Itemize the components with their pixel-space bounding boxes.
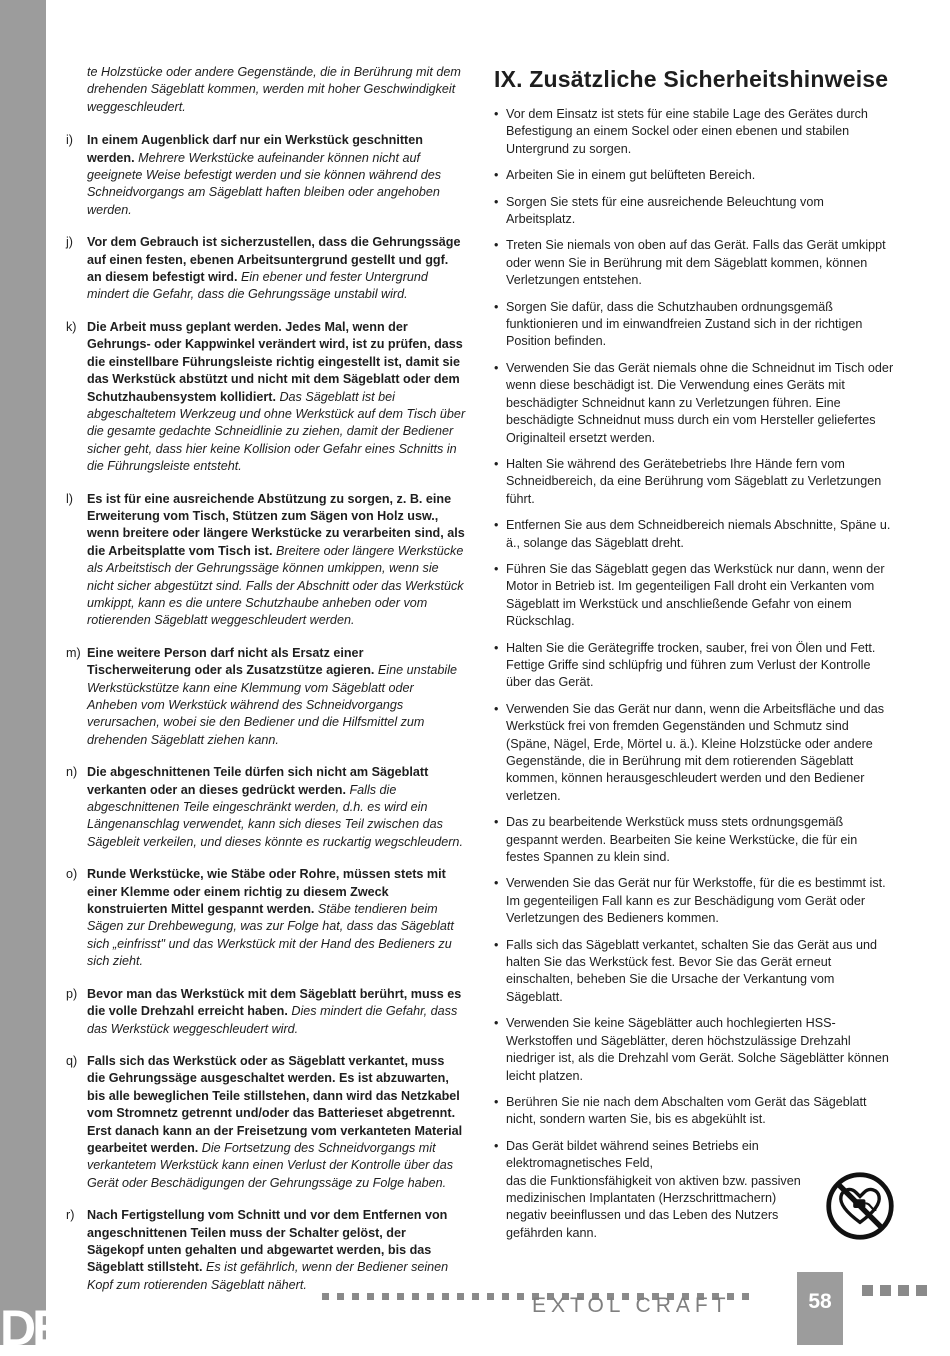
- footer-squares-right: [862, 1283, 934, 1301]
- right-column: [494, 64, 894, 1251]
- bullet-item: • Sorgen Sie stets für eine ausreichende Beleuchtung vom Arbeitsplatz.: [494, 194, 894, 229]
- page-number: 58: [808, 1290, 832, 1313]
- safety-item: [66, 764, 466, 851]
- no-pacemaker-icon: [826, 1172, 894, 1240]
- item-italic-text: Die Fortsetzung des Schneidvorgangs mit verkantetem Werkstück kann einen Verlust der Kontrolle über das Gerät oder Beschädigungen der Gehrungssäge zu Folge haben.: [87, 1140, 454, 1190]
- item-italic-text: Breitere oder längere Werkstücke als Arbeitstisch der Gehrungssäge können umkippen, wenn sie nicht sicher abgestützt sind. Falls der Abschnitt oder das Werkstück umkippt, kann es die untere Schutzhaube anheben oder vom rotierenden Sägeblatt weggeschleudert werden.: [87, 543, 464, 628]
- item-label: n): [66, 765, 78, 780]
- brand-logo: EXTOL CRAFT: [532, 1294, 731, 1317]
- item-label: m): [66, 645, 81, 660]
- language-label: DE: [0, 1300, 62, 1356]
- item-label: l): [66, 491, 73, 506]
- safety-item: [66, 1207, 466, 1294]
- emf-bullet-rest: das die Funktionsfähigkeit von aktiven bzw. passiven medizinischen Implantaten (Herzschrittmachern) negativ beeinflussen und das Leben des Nutzers gefährden kann.: [506, 1173, 801, 1240]
- bullet-item: • Entfernen Sie aus dem Schneidbereich niemals Abschnitte, Späne u. ä., solange das Sägeblatt dreht.: [494, 517, 894, 552]
- item-italic-text: Falls die abgeschnittenen Teile eingeschränkt werden, d.h. es wird ein Längenanschlag verwendet, kann sich dieses Teil zwischen das Sägebleit verkeilen, und dieses könnte es ruckartig wegschleudern.: [87, 782, 463, 849]
- item-label: i): [66, 133, 73, 148]
- item-italic-text: Ein ebener und fester Untergrund mindert die Gefahr, dass die Gehrungssäge unstabil wird.: [87, 270, 428, 302]
- item-bold-text: Bevor man das Werkstück mit dem Sägeblatt berührt, muss es die volle Drehzahl erreicht haben.: [87, 986, 462, 1019]
- bullet-item: • Verwenden Sie das Gerät nur dann, wenn die Arbeitsfläche und das Werkstück frei von fremden Gegenständen und Schmutz sind (Späne, Nägel, Erde, Mörtel u. ä.). Kleine Holzstücke oder andere Gegenstände, die in Berührung mit dem rotierenden Sägeblatt kommen, können herausgeschleudert werden und den Bediener verletzen.: [494, 701, 894, 805]
- item-label: q): [66, 1053, 78, 1068]
- item-italic-text: Stäbe tendieren beim Sägen zur Drehbewegung, was zur Folge hat, dass das Sägeblatt sich „einfrisst" und das Werkstück mit der Hand des Bedieners zu sich zieht.: [87, 902, 454, 969]
- page-number-box: [797, 1272, 843, 1345]
- item-bold-text: Runde Werkstücke, wie Stäbe oder Rohre, müssen stets mit einer Klemme oder einem richtig zu diesem Zweck konstruierten Mittel gespannt werden.: [87, 867, 446, 917]
- item-bold-text: In einem Augenblick darf nur ein Werkstück geschnitten werden.: [87, 133, 423, 165]
- item-label: p): [66, 986, 78, 1001]
- safety-item: [66, 132, 466, 219]
- item-bold-text: Nach Fertigstellung vom Schnitt und vor dem Entfernen von angeschnittenen Teilen muss der Schalter gelöst, der Sägekopf unten gehalten und abgewartet werden, bis das Sägeblatt stillsteht.: [87, 1208, 448, 1275]
- emf-bullet-first: Das Gerät bildet während seines Betriebs ein elektromagnetisches Feld,: [506, 1138, 759, 1171]
- bullet-item: • Berühren Sie nie nach dem Abschalten vom Gerät das Sägeblatt nicht, sondern warten Sie, bis es abgekühlt ist.: [494, 1094, 894, 1129]
- bullet-item: • Halten Sie während des Gerätebetriebs Ihre Hände fern vom Schneidbereich, da eine Berührung vom Sägeblatt zu Verletzungen führt.: [494, 456, 894, 508]
- item-italic-text: Mehrere Werkstücke aufeinander können nicht auf geeignete Weise befestigt werden und sie können während des Schneidvorgangs am Sägeblatt haften bleiben oder angehoben werden.: [87, 150, 442, 217]
- bullet-item: • Arbeiten Sie in einem gut belüfteten Bereich.: [494, 167, 894, 184]
- item-italic-text: Das Sägeblatt ist bei abgeschaltetem Werkzeug und ohne Werkstück auf dem Tisch über die gesamte gedachte Schneidlinie zu ziehen, damit der Bediener sicher geht, dass hier keine Kollision oder Gefahr eines Schnitts in die Führungsleiste entsteht.: [87, 389, 466, 474]
- item-bold-text: Die Arbeit muss geplant werden. Jedes Mal, wenn der Gehrungs- oder Kappwinkel verändert wird, ist zu prüfen, dass die einstellbare Führungsleiste richtig eingestellt ist, damit sie das Werkstück abstützt und nicht mit dem Sägeblatt oder dem Schutzhaubensystem kollidiert.: [87, 319, 463, 404]
- safety-item: [66, 491, 466, 630]
- safety-item: [66, 319, 466, 476]
- item-italic-text: Es ist gefährlich, wenn der Bediener seinen Kopf zum rotierenden Sägeblatt nähert.: [87, 1260, 449, 1292]
- emf-bullet: [494, 1138, 894, 1242]
- safety-item: [66, 645, 466, 749]
- bullet-item: • Sorgen Sie dafür, dass die Schutzhauben ordnungsgemäß funktionieren und im einwandfreien Zustand sich in der richtigen Position befinden.: [494, 299, 894, 351]
- item-bold-text: Vor dem Gebrauch ist sicherzustellen, dass die Gehrungssäge auf einen festen, ebenen Arbeitsuntergrund gestellt und ggf. an diesem befestigt wird.: [87, 235, 461, 285]
- item-italic-text: Eine unstabile Werkstückstütze kann eine Klemmung vom Sägeblatt oder Anheben vom Werkstück während des Schneidvorgangs verursachen, wobei sie den Bediener und die Hilfsmittel zum drehenden Sägeblatt ziehen kann.: [87, 663, 458, 747]
- section-title: IX. Zusätzliche Sicherheitshinweise: [494, 66, 889, 92]
- bullet-item: • Vor dem Einsatz ist stets für eine stabile Lage des Gerätes durch Befestigung an einem Sockel oder einen ebenen und stabilen Untergrund zu sorgen.: [494, 106, 894, 158]
- safety-item: [66, 866, 466, 970]
- left-column: [66, 64, 466, 1309]
- item-label: k): [66, 319, 77, 334]
- safety-item: [66, 234, 466, 304]
- additional-safety-list: [494, 106, 894, 1129]
- bullet-item: • Das zu bearbeitende Werkstück muss stets ordnungsgemäß gespannt werden. Bearbeiten Sie keine Werkstücke, die für ein festes Spannen zu klein sind.: [494, 814, 894, 866]
- bullet-item: • Verwenden Sie das Gerät niemals ohne die Schneidnut im Tisch oder wenn diese beschädigt ist. Die Verwendung eines Geräts mit beschädigter Schneidnut kann zu Verletzungen führen. Eine beschädigte Schneidnut muss durch ein vom Hersteller geliefertes Originalteil ersetzt werden.: [494, 360, 894, 447]
- item-italic-text: Dies mindert die Gefahr, dass das Werkstück weggeschleudert wird.: [87, 1004, 458, 1036]
- item-label: r): [66, 1208, 75, 1223]
- intro-text: te Holzstücke oder andere Gegenstände, die in Berührung mit dem drehenden Sägeblatt kommen, werden mit hoher Geschwindigkeit weggeschleudert.: [87, 65, 461, 114]
- bullet-item: • Verwenden Sie keine Sägeblätter auch hochlegierten HSS-Werkstoffen und Sägeblätter, deren höchstzulässige Drehzahl niedriger ist, als die Drehzahl vom Gerät. Solche Sägeblätter können leicht platzen.: [494, 1015, 894, 1085]
- safety-item: [66, 986, 466, 1038]
- side-bar: [0, 0, 62, 1356]
- bullet-item: • Halten Sie die Gerätegriffe trocken, sauber, frei von Ölen und Fett. Fettige Griffe sind schlüpfrig und führen zum Verlust der Kontrolle über das Gerät.: [494, 640, 894, 692]
- bullet-item: • Treten Sie niemals von oben auf das Gerät. Falls das Gerät umkippt oder wenn Sie in Berührung mit dem Sägeblatt kommen, können Verletzungen entstehen.: [494, 237, 894, 289]
- bullet-item: • Verwenden Sie das Gerät nur für Werkstoffe, für die es bestimmt ist. Im gegenteiligen Fall kann es zur Beschädigung vom Gerät oder Verletzungen des Bedieners kommen.: [494, 875, 894, 927]
- safety-items-list: [66, 132, 466, 1294]
- safety-item: [66, 1053, 466, 1192]
- item-bold-text: Die abgeschnittenen Teile dürfen sich nicht am Sägeblatt verkanten oder an dieses gedrückt werden.: [87, 765, 429, 797]
- item-label: o): [66, 867, 78, 882]
- item-label: j): [66, 235, 73, 250]
- bullet-item: • Falls sich das Sägeblatt verkantet, schalten Sie das Gerät aus und halten Sie das Werkstück fest. Bevor Sie das Gerät erneut einschalten, beheben Sie die Ursache der Verkantung vom Sägeblatt.: [494, 937, 894, 1007]
- item-bold-text: Eine weitere Person darf nicht als Ersatz einer Tischerweiterung oder als Zusatzstütze agieren.: [87, 645, 375, 678]
- item-bold-text: Es ist für eine ausreichende Abstützung zu sorgen, z. B. eine Erweiterung vom Tisch, Stützen zum Sägen von Holz usw., wenn breitere oder längere Werkstücke zu verarbeiten sind, als die Arbeitsplatte vom Tisch ist.: [87, 491, 465, 558]
- item-bold-text: Falls sich das Werkstück oder as Sägeblatt verkantet, muss die Gehrungssäge ausgeschaltet werden. Es ist abzuwarten, bis alle beweglichen Teile stillstehen, dann wird das Netzkabel vom Stromnetz getrennt und/oder das Batterieset abgetrennt. Erst danach kann an der Freisetzung vom verkanteten Material gearbeitet werden.: [87, 1053, 463, 1155]
- bullet-item: • Führen Sie das Sägeblatt gegen das Werkstück nur dann, wenn der Motor in Betrieb ist. Im gegenteiligen Fall droht ein Verkanten vom Sägeblatt im Werkstück und anschließende Gefahr von einem Rückschlag.: [494, 561, 894, 631]
